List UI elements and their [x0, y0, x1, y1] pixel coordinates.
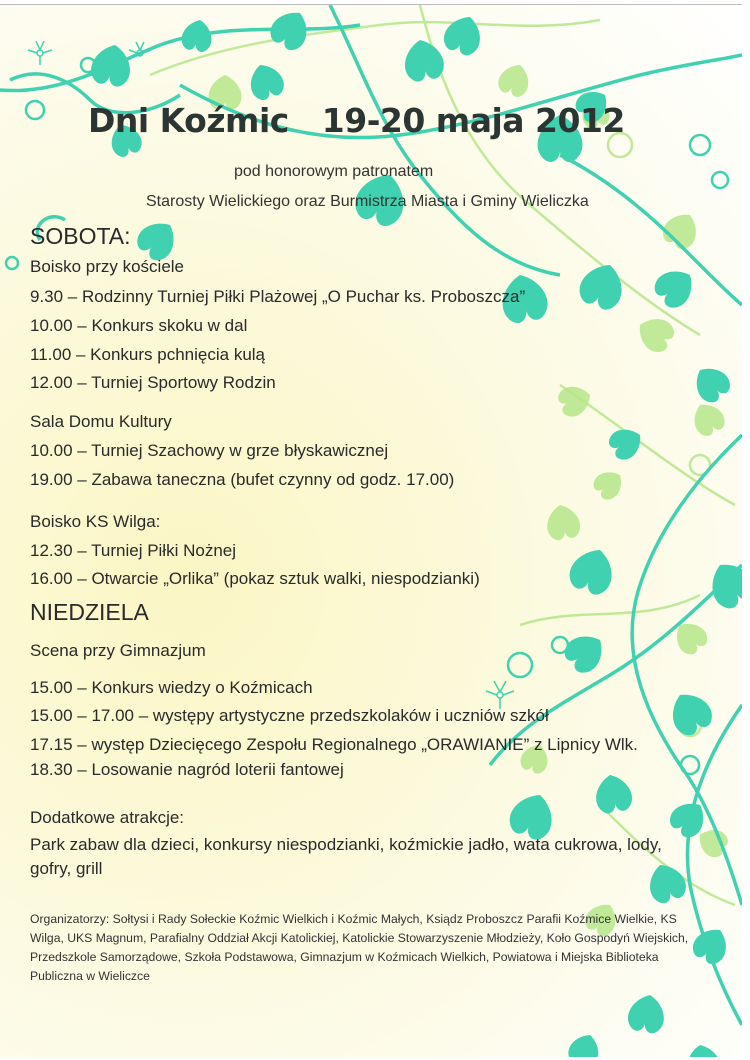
- schedule-item: 18.30 – Losowanie nagród loterii fantowej: [30, 760, 344, 779]
- venue-name: Scena przy Gimnazjum: [30, 641, 206, 660]
- poster-page: [0, 4, 742, 1057]
- schedule-item: 10.00 – Konkurs skoku w dal: [30, 316, 248, 335]
- poster-title: Dni Koźmic 19-20 maja 2012: [88, 101, 625, 140]
- extras-heading: Dodatkowe atrakcje:: [30, 808, 185, 827]
- organizers-text: Organizatorzy: Sołtysi i Rady Sołeckie Koźmic Wielkich i Koźmic Małych, Ksiądz Proboszcz Parafii Koźmice Wielkie, KS Wilga, UKS Magnum, Parafialny Oddział Akcji Katolickiej, Katolickie Stowarzyszenie Młodzieży, Koło Gospodyń Wiejskich, Przedszkole Samorządowe, Szkoła Podstawowa, Gimnazjum w Koźmicach Wielkich, Powiatowa i Miejska Biblioteka Publiczna w Wieliczce: [30, 912, 689, 983]
- extras-text: Park zabaw dla dzieci, konkursy niespodzianki, koźmickie jadło, wata cukrowa, lody, gofry, grill: [30, 835, 662, 878]
- schedule-item: 17.15 – występ Dziecięcego Zespołu Regionalnego „ORAWIANIE” z Lipnicy Wlk.: [30, 735, 638, 754]
- patronage-line-1: pod honorowym patronatem: [234, 163, 434, 180]
- patronage-line-2: Starosty Wielickiego oraz Burmistrza Miasta i Gminy Wieliczka: [146, 193, 589, 210]
- schedule-item: 15.00 – 17.00 – występy artystyczne przedszkolaków i uczniów szkół: [30, 706, 549, 725]
- venue-name: Boisko KS Wilga:: [30, 512, 161, 531]
- venue-name: Boisko przy kościele: [30, 257, 185, 276]
- schedule-item: 15.00 – Konkurs wiedzy o Koźmicach: [30, 678, 313, 697]
- schedule-item: 12.00 – Turniej Sportowy Rodzin: [30, 373, 276, 392]
- schedule-item: 19.00 – Zabawa taneczna (bufet czynny od godz. 17.00): [30, 470, 455, 489]
- venue-name: Sala Domu Kultury: [30, 412, 172, 431]
- schedule-item: 16.00 – Otwarcie „Orlika” (pokaz sztuk walki, niespodzianki): [30, 569, 480, 588]
- schedule-item: 11.00 – Konkurs pchnięcia kulą: [30, 345, 266, 364]
- schedule-item: 10.00 – Turniej Szachowy w grze błyskawicznej: [30, 441, 389, 460]
- sunday-heading: NIEDZIELA: [30, 599, 149, 625]
- schedule-item: 9.30 – Rodzinny Turniej Piłki Plażowej „O Puchar ks. Proboszcza”: [30, 287, 526, 306]
- schedule-item: 12.30 – Turniej Piłki Nożnej: [30, 541, 237, 560]
- saturday-heading: SOBOTA:: [30, 223, 131, 249]
- poster-content: [0, 5, 742, 1057]
